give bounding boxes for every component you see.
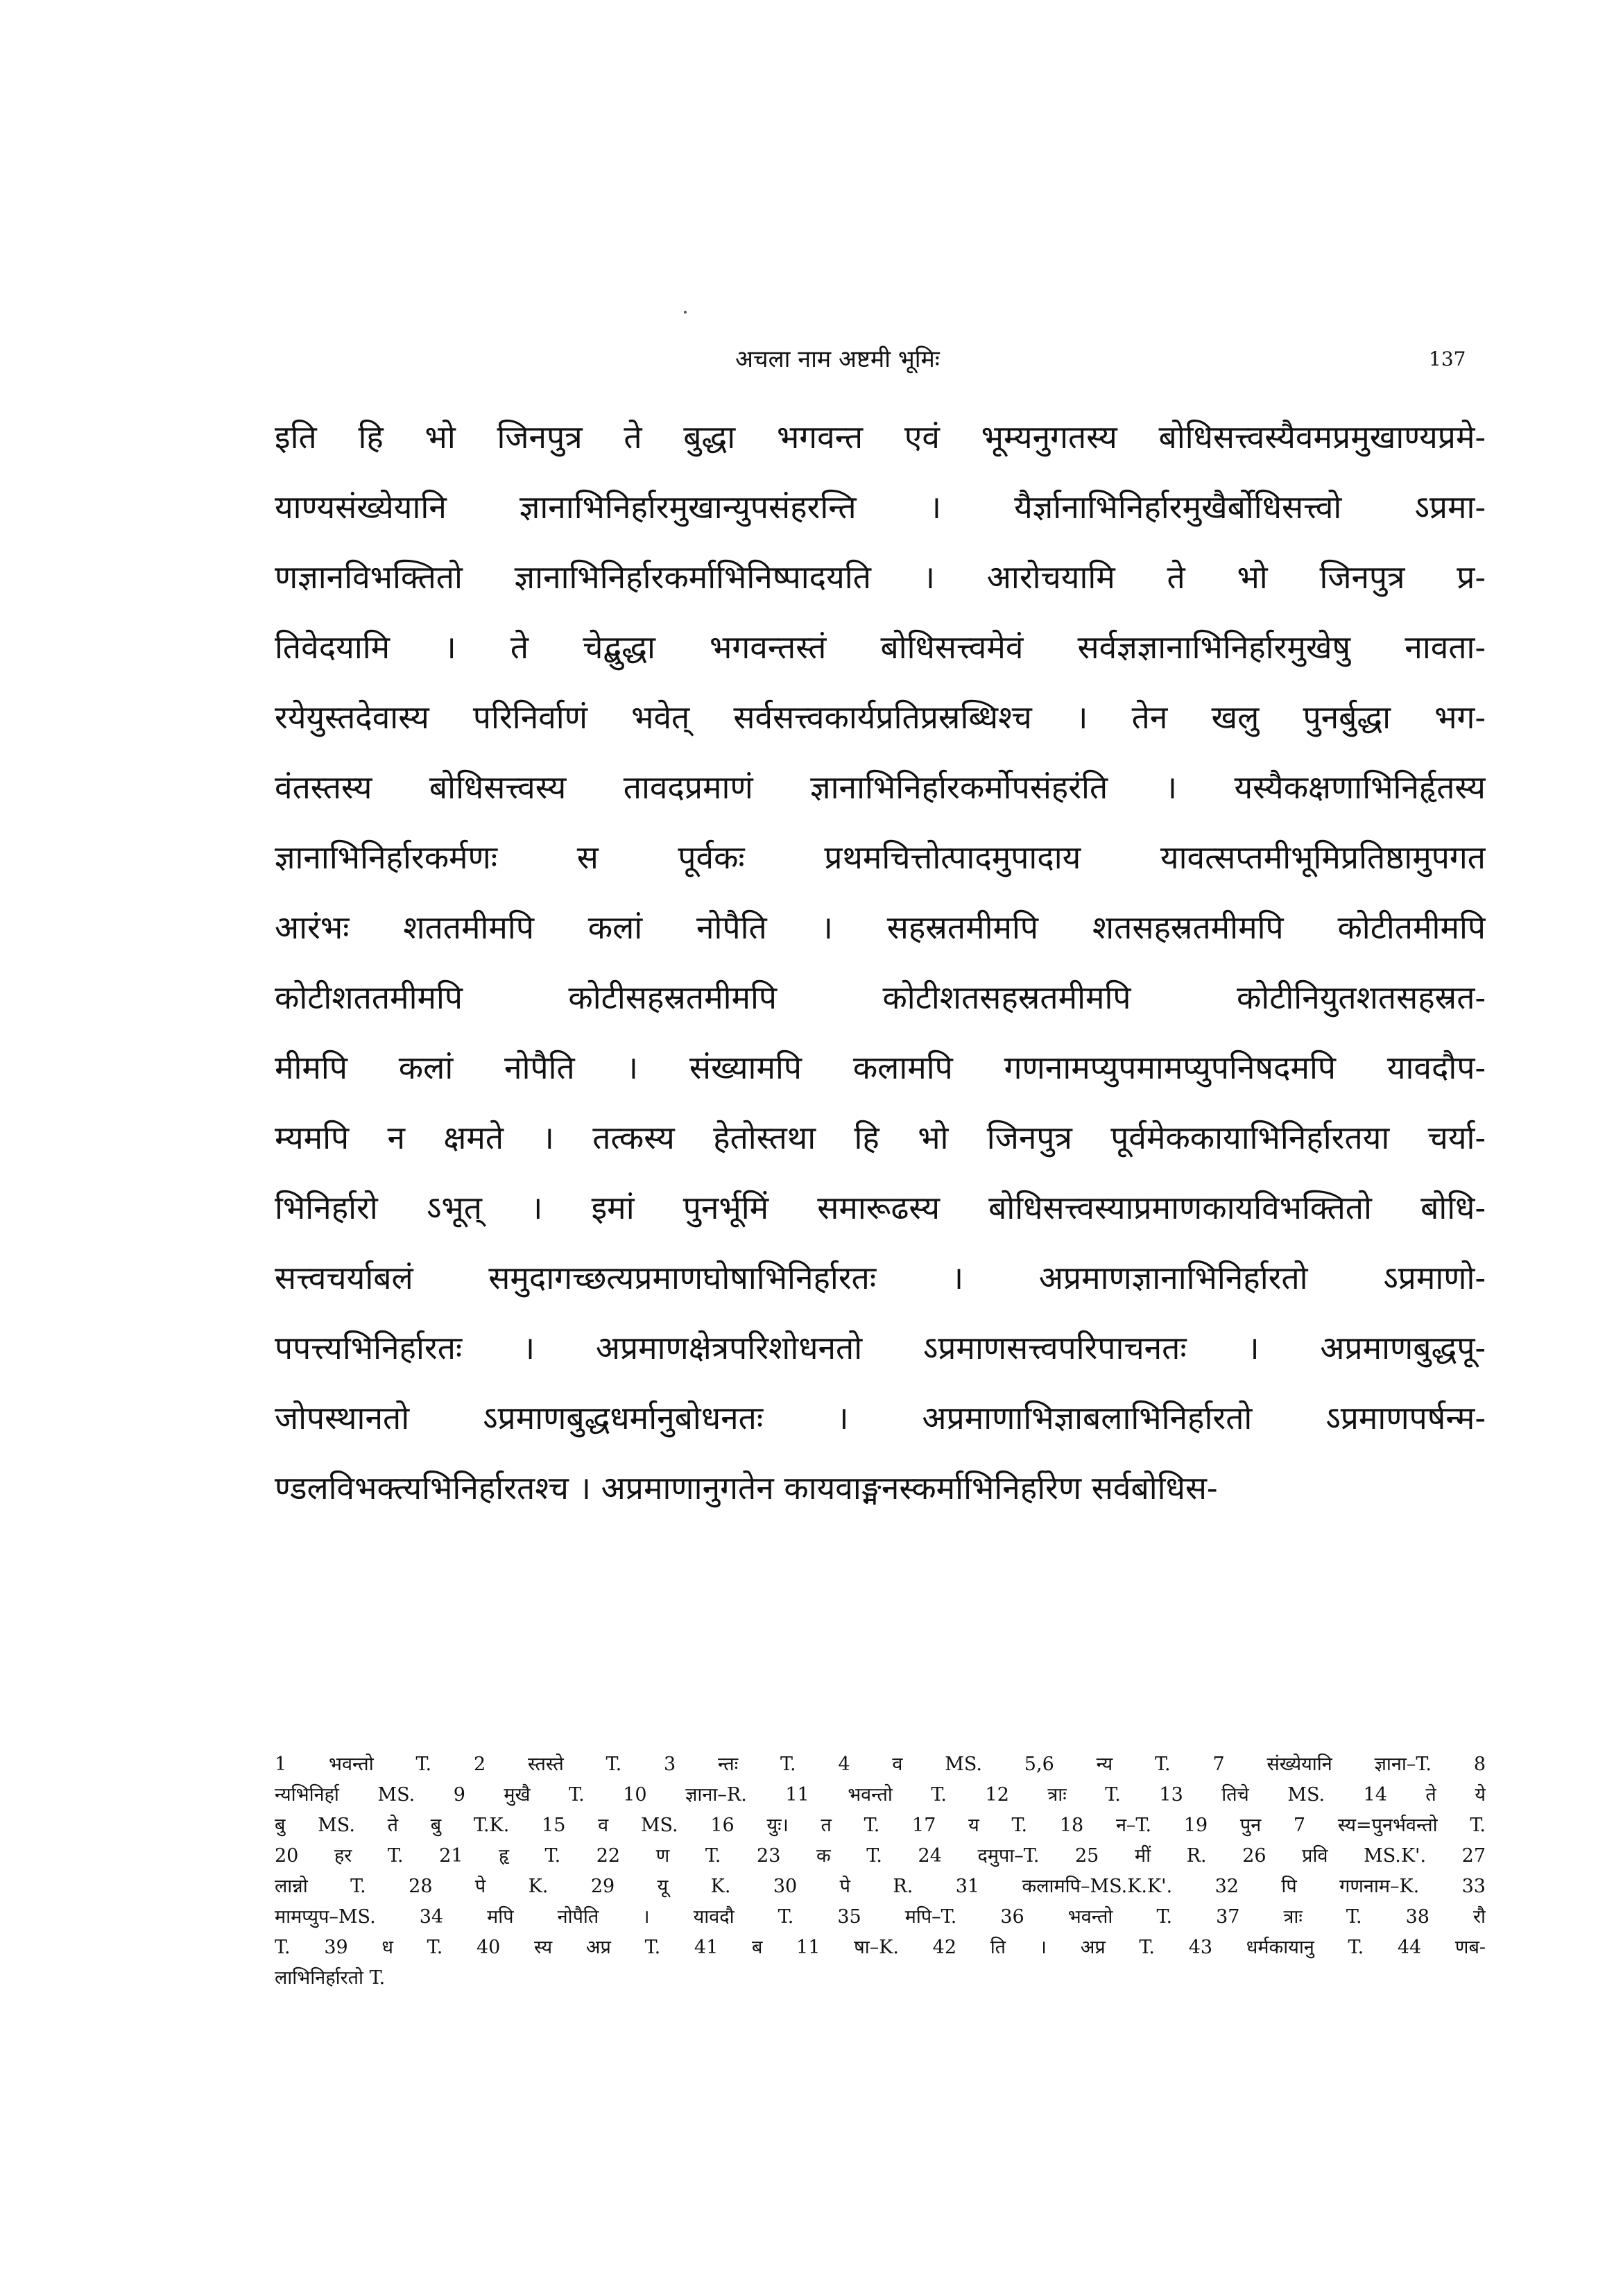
footnotes: [275, 1749, 1486, 1994]
text-line: पपत्त्यभिनिर्हारतः । अप्रमाणक्षेत्रपरिशोधनतो ऽप्रमाणसत्त्वपरिपाचनतः । अप्रमाणबुद्धपू-: [275, 1329, 1486, 1367]
text-line: मीमपि कलां नोपैति । संख्यामपि कलामपि गणनामप्युपमामप्युपनिषदमपि यावदौप-: [275, 1049, 1486, 1086]
text-line: ण्डलविभक्त्यभिनिर्हारतश्च । अप्रमाणानुगतेन कायवाङ्मनस्कर्माभिनिर्हारेण सर्वबोधिस-: [275, 1469, 1218, 1507]
running-head: [0, 339, 1623, 380]
footnote-line: 1 भवन्तो T. 2 स्तस्ते T. 3 न्तः T. 4 व MS. 5,6 न्य T. 7 संख्येयानि ज्ञाना–T. 8: [275, 1754, 1486, 1775]
main-text: [275, 402, 1486, 1523]
scan-speck: [684, 311, 687, 314]
footnote-line: मामप्युप–MS. 34 मपि नोपैति । यावदौ T. 35 मपि–T. 36 भवन्तो T. 37 त्राः T. 38 रौ: [275, 1906, 1486, 1928]
text-line: इति हि भो जिनपुत्र ते बुद्धा भगवन्त एवं भूम्यनुगतस्य बोधिसत्त्वस्यैवमप्रमुखाण्यप्रमे-: [275, 418, 1486, 456]
text-line: तिवेदयामि । ते चेद्बुद्धा भगवन्तस्तं बोधिसत्त्वमेवं सर्वज्ञज्ञानाभिनिर्हारमुखेषु नावता-: [275, 628, 1486, 666]
text-line: भिनिर्हारो ऽभूत् । इमां पुनर्भूमिं समारूढस्य बोधिसत्त्वस्याप्रमाणकायविभक्तितो बोधि-: [275, 1189, 1486, 1226]
text-line: णज्ञानविभक्तितो ज्ञानाभिनिर्हारकर्माभिनिष्पादयति । आरोचयामि ते भो जिनपुत्र प्र-: [275, 558, 1486, 596]
footnote-line: T. 39 ध T. 40 स्य अप्र T. 41 ब 11 षा–K. 42 ति । अप्र T. 43 धर्मकायानु T. 44 णब-: [275, 1937, 1486, 1958]
text-line: रयेयुस्तदेवास्य परिनिर्वाणं भवेत् सर्वसत्त्वकार्यप्रतिप्रस्रब्धिश्च । तेन खलु पुनर्बुद्धा भग-: [275, 699, 1486, 736]
text-line: याण्यसंख्येयानि ज्ञानाभिनिर्हारमुखान्युपसंहरन्ति । यैर्ज्ञानाभिनिर्हारमुखैर्बोधिसत्त्वो ऽप्रमा-: [275, 488, 1486, 526]
text-line: सत्त्वचर्याबलं समुदागच्छत्यप्रमाणघोषाभिनिर्हारतः । अप्रमाणज्ञानाभिनिर्हारतो ऽप्रमाणो-: [275, 1259, 1486, 1296]
text-line: आरंभः शततमीमपि कलां नोपैति । सहस्रतमीमपि शतसहस्रतमीमपि कोटीतमीमपि: [275, 909, 1486, 946]
footnote-line: लाभिनिर्हारतो T.: [275, 1967, 386, 1989]
text-line: वंतस्तस्य बोधिसत्त्वस्य तावदप्रमाणं ज्ञानाभिनिर्हारकर्मोपसंहरंति । यस्यैकक्षणाभिनिर्हृतस्य: [275, 769, 1486, 806]
text-line: कोटीशततमीमपि कोटीसहस्रतमीमपि कोटीशतसहस्रतमीमपि कोटीनियुतशतसहस्रत-: [275, 979, 1486, 1016]
footnote-line: लान्नो T. 28 पे K. 29 यू K. 30 पे R. 31 कलामपि–MS.K.K'. 32 पि गणनाम–K. 33: [275, 1876, 1486, 1897]
text-line: जोपस्थानतो ऽप्रमाणबुद्धधर्मानुबोधनतः । अप्रमाणाभिज्ञाबलाभिनिर्हारतो ऽप्रमाणपर्षन्म-: [275, 1399, 1486, 1437]
footnote-line: बु MS. ते बु T.K. 15 व MS. 16 युः। त T. 17 य T. 18 न–T. 19 पुन 7 स्य=पुनर्भवन्तो T.: [275, 1815, 1486, 1836]
running-title: अचला नाम अष्टमी भूमिः: [735, 345, 940, 373]
text-line: ज्ञानाभिनिर्हारकर्मणः स पूर्वकः प्रथमचित्तोत्पादमुपादाय यावत्सप्तमीभूमिप्रतिष्ठामुपगत: [275, 839, 1486, 876]
page-number: 137: [1429, 348, 1466, 370]
footnote-line: 20 हर T. 21 हृ T. 22 ण T. 23 क T. 24 दमुपा–T. 25 मीं R. 26 प्रवि MS.K'. 27: [275, 1845, 1486, 1867]
text-line: म्यमपि न क्षमते । तत्कस्य हेतोस्तथा हि भो जिनपुत्र पूर्वमेककायाभिनिर्हारतया चर्या-: [275, 1119, 1486, 1156]
footnote-line: न्यभिनिर्हा MS. 9 मुखै T. 10 ज्ञाना–R. 11 भवन्तो T. 12 त्राः T. 13 तिचे MS. 14 ते ये: [275, 1784, 1486, 1806]
